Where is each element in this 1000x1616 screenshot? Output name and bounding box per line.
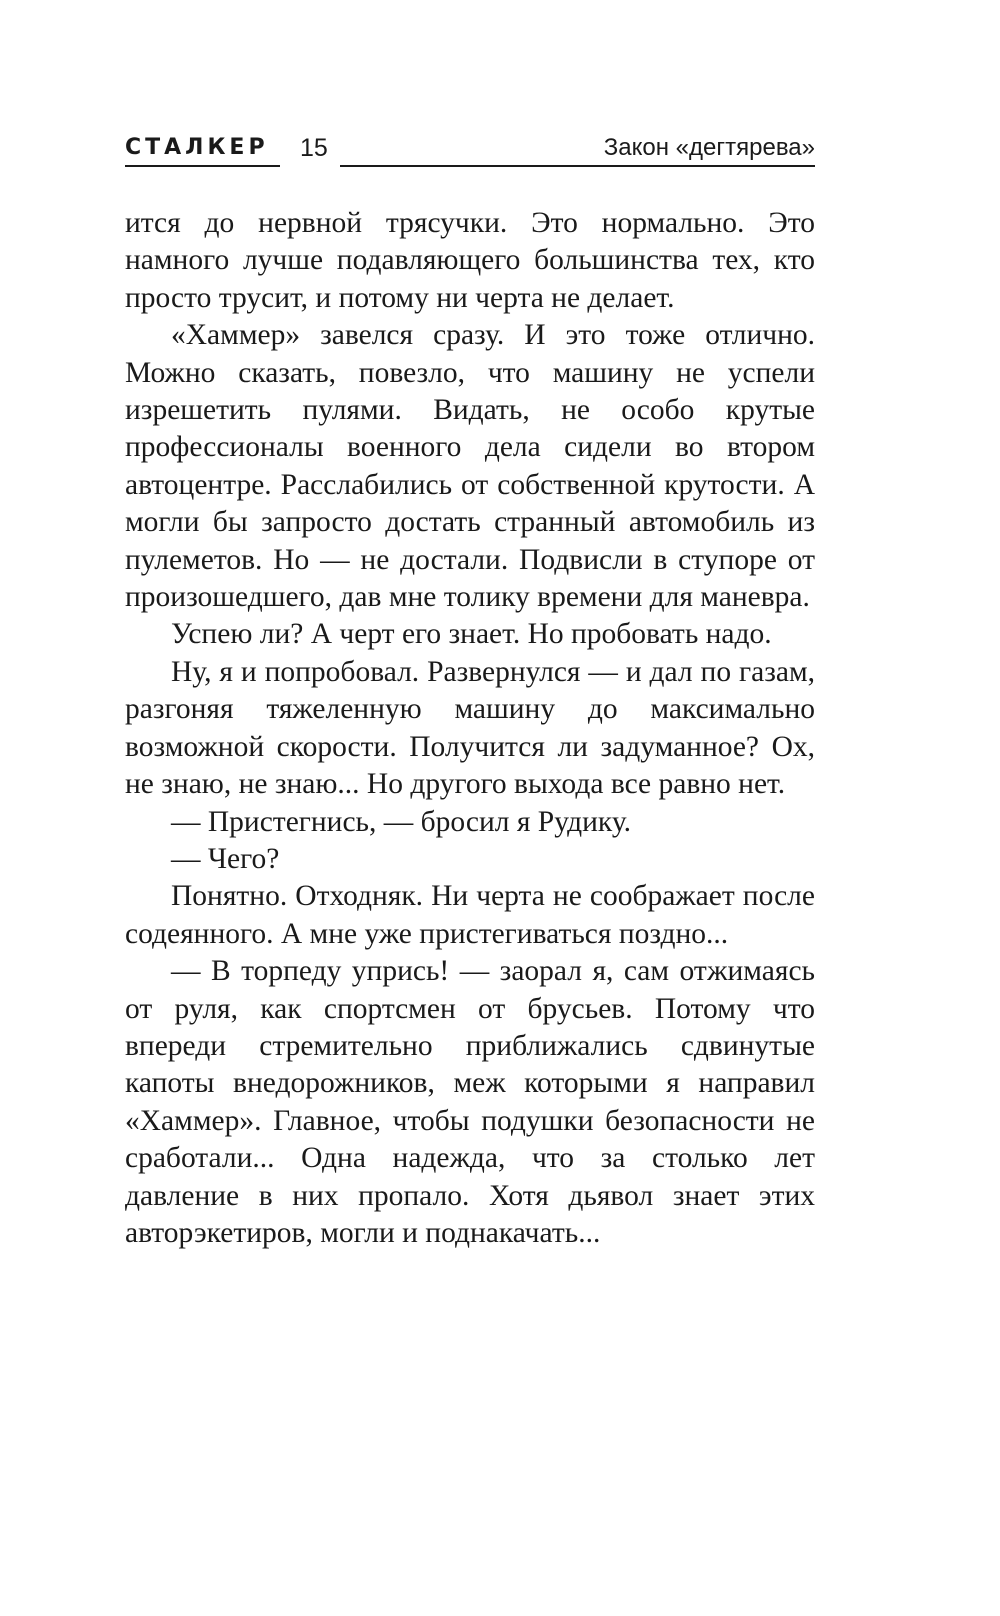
paragraph: — В торпеду упрись! — заорал я, сам отжимаясь от руля, как спортсмен от брусьев. Потому что впереди стремительно приближались сдвинутые капоты внедорожников, меж которыми я направил «Хаммер». Главное, чтобы подушки безопасности не сработали... Одна надежда, что за столько лет давление в них пропало. Хотя дьявол знает этих авторэкетиров, могли и поднакачать...	[125, 955, 815, 1249]
series-title: СТАЛКЕР	[125, 135, 269, 160]
page-number: 15	[300, 134, 328, 162]
chapter-title: Закон «дегтярева»	[603, 134, 815, 161]
header-rule-right	[340, 165, 815, 167]
paragraph: — Пристегнись, — бросил я Рудику.	[171, 805, 631, 838]
paragraph: Ну, я и попробовал. Развернулся — и дал по газам, разгоняя тяжеленную машину до максимально возможной скорости. Получится ли задуманное? Ох, не знаю, не знаю... Но другого выхода все равно нет.	[125, 655, 815, 801]
running-head	[125, 132, 815, 172]
paragraph: ится до нервной трясучки. Это нормально. Это намного лучше подавляющего большинства тех, кто просто трусит, и потому ни черта не делает.	[125, 207, 815, 314]
paragraph: «Хаммер» завелся сразу. И это тоже отлично. Можно сказать, повезло, что машину не успели изрешетить пулями. Видать, не особо крутые профессионалы военного дела сидели во втором автоцентре. Расслабились от собственной крутости. А могли бы запросто достать странный автомобиль из пулеметов. Но — не достали. Подвисли в ступоре от произошедшего, дав мне толику времени для маневра.	[125, 319, 815, 614]
paragraph: Успею ли? А черт его знает. Но пробовать надо.	[171, 618, 772, 651]
header-rule-left	[125, 165, 280, 167]
body-text	[125, 205, 815, 1252]
paragraph: — Чего?	[171, 842, 280, 875]
paragraph: Понятно. Отходняк. Ни черта не соображает после содеянного. А мне уже пристегиваться поздно...	[125, 880, 815, 950]
